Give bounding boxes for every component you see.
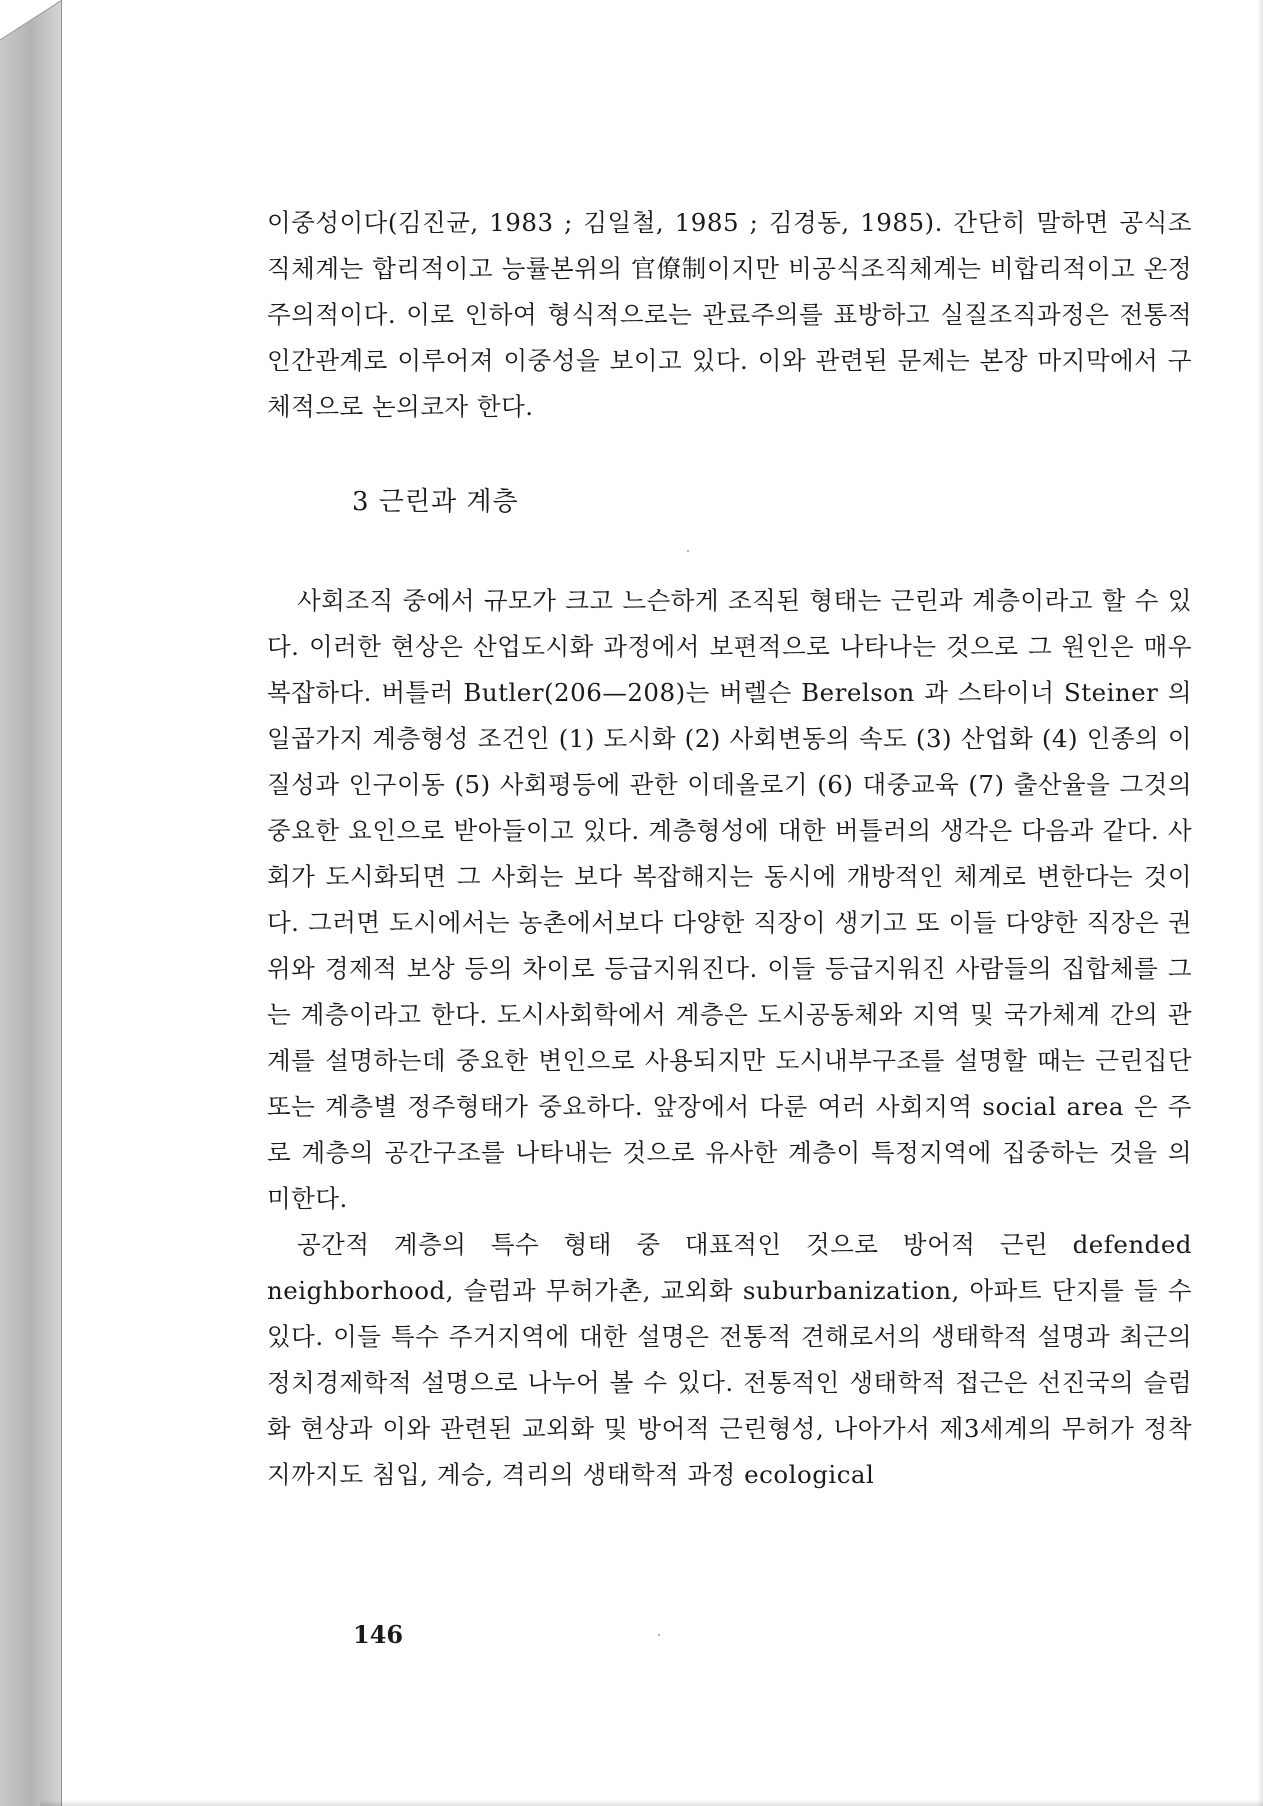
book-spine-edge <box>0 0 62 1806</box>
page-shadow-bottom <box>40 1800 1263 1806</box>
scan-speck <box>658 1634 660 1636</box>
intro-text-block <box>267 200 1192 430</box>
page-shadow-right <box>1257 0 1263 1806</box>
section-heading: 3 근린과 계층 <box>352 487 519 517</box>
document-page <box>62 0 1257 1800</box>
body-paragraph-2: 공간적 계층의 특수 형태 중 대표적인 것으로 방어적 근린 defended neighborhood, 슬럼과 무허가촌, 교외화 suburbanization, 아파트 단지를 들 수 있다. 이들 특수 주거지역에 대한 설명은 전통적 견해로서의 생태학적 설명과 최근의 정치경제학적 설명으로 나누어 볼 수 있다. 전통적인 생태학적 접근은 선진국의 슬럼화 현상과 이와 관련된 교외화 및 방어적 근린형성, 나아가서 제3세계의 무허가 정착지까지도 침입, 계승, 격리의 생태학적 과정 ecological <box>267 1230 1192 1489</box>
body-paragraph-1: 사회조직 중에서 규모가 크고 느슨하게 조직된 형태는 근린과 계층이라고 할 수 있다. 이러한 현상은 산업도시화 과정에서 보편적으로 나타나는 것으로 그 원인은 매우 복잡하다. 버틀러 Butler(206—208)는 버렐슨 Berelson 과 스타이너 Steiner 의 일곱가지 계층형성 조건인 (1) 도시화 (2) 사회변동의 속도 (3) 산업화 (4) 인종의 이질성과 인구이동 (5) 사회평등에 관한 이데올로기 (6) 대중교육 (7) 출산율을 그것의 중요한 요인으로 받아들이고 있다. 계층형성에 대한 버틀러의 생각은 다음과 같다. 사회가 도시화되면 그 사회는 보다 복잡해지는 동시에 개방적인 체계로 변한다는 것이다. 그러면 도시에서는 농촌에서보다 다양한 직장이 생기고 또 이들 다양한 직장은 권위와 경제적 보상 등의 차이로 등급지워진다. 이들 등급지워진 사람들의 집합체를 그는 계층이라고 한다. 도시사회학에서 계층은 도시공동체와 지역 및 국가체계 간의 관계를 설명하는데 중요한 변인으로 사용되지만 도시내부구조를 설명할 때는 근린집단 또는 계층별 정주형태가 중요하다. 앞장에서 다룬 여러 사회지역 social area 은 주로 계층의 공간구조를 나타내는 것으로 유사한 계층이 특정지역에 집중하는 것을 의미한다. <box>267 586 1192 1213</box>
page-number: 146 <box>353 1620 404 1649</box>
body-text-block <box>267 578 1192 1498</box>
intro-paragraph: 이중성이다(김진균, 1983 ; 김일철, 1985 ; 김경동, 1985). 간단히 말하면 공식조직체계는 합리적이고 능률본위의 官僚制이지만 비공식조직체계는 비합리적이고 온정주의적이다. 이로 인하여 형식적으로는 관료주의를 표방하고 실질조직과정은 전통적 인간관계로 이루어져 이중성을 보이고 있다. 이와 관련된 문제는 본장 마지막에서 구체적으로 논의코자 한다. <box>267 208 1192 421</box>
scan-speck <box>687 550 689 552</box>
